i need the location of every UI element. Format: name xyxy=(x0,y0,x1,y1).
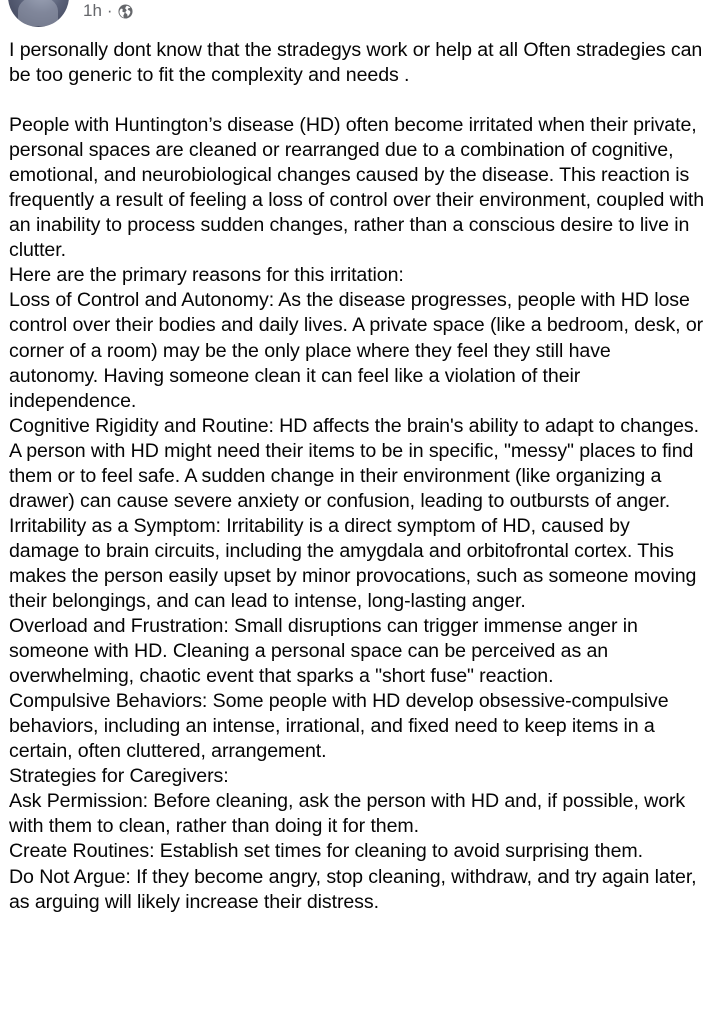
post-paragraph-overview: People with Huntington’s disease (HD) often become irritated when their private, personal spaces are cleaned or rearranged due to a combination of cognitive, emotional, and neurobiological changes caused by the disease. This reaction is frequently a result of feeling a loss of control over their environment, coupled with an inability to process sudden changes, rather than a conscious desire to live in clutter. xyxy=(9,114,705,262)
post-paragraph-ask-permission: Ask Permission: Before cleaning, ask the person with HD and, if possible, work with them to clean, rather than doing it for them. xyxy=(9,790,686,838)
post-paragraph-do-not-argue: Do Not Argue: If they become angry, stop cleaning, withdraw, and try again later, as arguing will likely increase their distress. xyxy=(9,865,697,913)
meta-separator: · xyxy=(106,1,113,20)
post-paragraph-reasons-heading: Here are the primary reasons for this irritation: xyxy=(9,264,404,287)
post-paragraph-cognitive-rigidity: Cognitive Rigidity and Routine: HD affects the brain's ability to adapt to changes. A person with HD might need their items to be in specific, "messy" places to find them or to feel safe. A sudden change in their environment (like organizing a drawer) can cause severe anxiety or confusion, leading to outbursts of anger. xyxy=(9,414,699,512)
post-timestamp[interactable]: 1h xyxy=(83,1,102,20)
post-header xyxy=(0,0,711,30)
post-body xyxy=(9,38,705,915)
avatar[interactable] xyxy=(8,0,69,27)
globe-icon xyxy=(118,4,133,19)
post-paragraph-irritability: Irritability as a Symptom: Irritability is a direct symptom of HD, caused by damage to brain circuits, including the amygdala and orbitofrontal cortex. This makes the person easily upset by minor provocations, such as someone moving their belongings, and can lead to intense, long-lasting anger. xyxy=(9,514,697,612)
post-paragraph-strategies-heading: Strategies for Caregivers: xyxy=(9,765,229,788)
post-paragraph-compulsive: Compulsive Behaviors: Some people with HD develop obsessive-compulsive behaviors, including an intense, irrational, and fixed need to keep items in a certain, often cluttered, arrangement. xyxy=(9,690,669,763)
post-paragraph-intro: I personally dont know that the stradegys work or help at all Often stradegies can be too generic to fit the complexity and needs . xyxy=(9,39,703,87)
post-paragraph-overload: Overload and Frustration: Small disruptions can trigger immense anger in someone with HD. Cleaning a personal space can be perceived as an overwhelming, chaotic event that sparks a "short fuse" reaction. xyxy=(9,615,638,688)
paragraph-gap xyxy=(9,88,705,113)
post-meta xyxy=(83,0,133,22)
post-paragraph-create-routines: Create Routines: Establish set times for cleaning to avoid surprising them. xyxy=(9,840,643,863)
post-paragraph-loss-of-control: Loss of Control and Autonomy: As the disease progresses, people with HD lose control over their bodies and daily lives. A private space (like a bedroom, desk, or corner of a room) may be the only place where they feel they still have autonomy. Having someone clean it can feel like a violation of their independence. xyxy=(9,289,704,412)
